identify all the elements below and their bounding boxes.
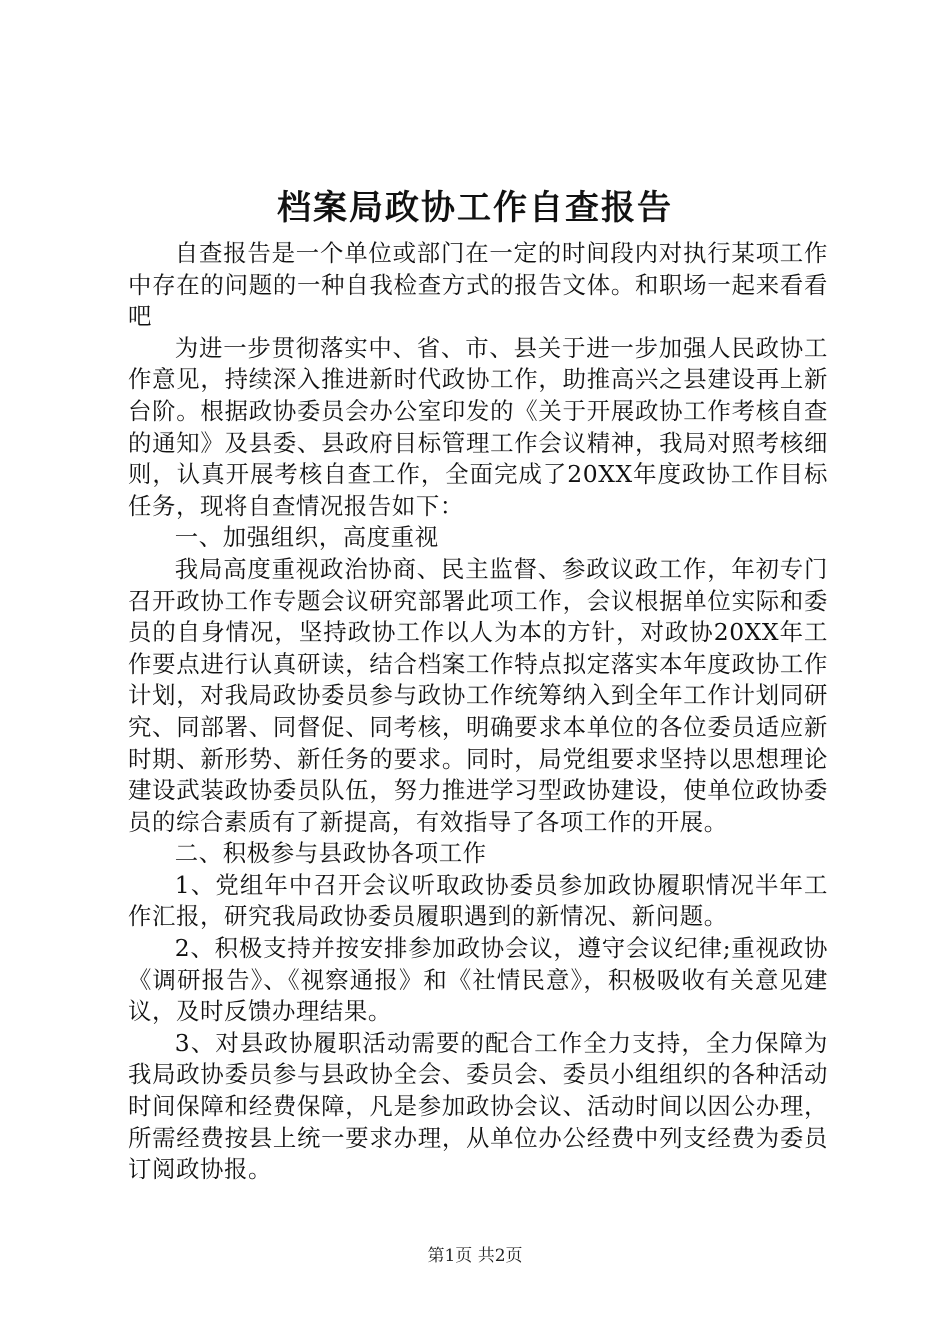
page-footer: 第1页 共2页 (427, 1246, 523, 1266)
section-2-item-3: 3、对县政协履职活动需要的配合工作全力支持，全力保障为我局政协委员参与县政协全会、委员会、委员小组组织的各种活动时间保障和经费保障，凡是参加政协会议、活动时间以因公办理，所需经费按县上统一要求办理，从单位办公经费中列支经费为委员订阅政协报。 (128, 1028, 828, 1184)
intro-paragraph: 自查报告是一个单位或部门在一定的时间段内对执行某项工作中存在的问题的一种自我检查方式的报告文体。和职场一起来看看吧 (128, 239, 828, 331)
section-heading-2: 二、积极参与县政协各项工作 (174, 839, 487, 868)
section-heading-1: 一、加强组织，高度重视 (174, 523, 439, 552)
document-title: 档案局政协工作自查报告 (277, 188, 673, 228)
document-body (128, 238, 828, 1186)
background-paragraph: 为进一步贯彻落实中、省、市、县关于进一步加强人民政协工作意见，持续深入推进新时代政协工作，助推高兴之县建设再上新台阶。根据政协委员会办公室印发的《关于开展政协工作考核自查的通知》及县委、县政府目标管理工作会议精神，我局对照考核细则，认真开展考核自查工作，全面完成了20XX年度政协工作目标任务，现将自查情况报告如下： (128, 333, 828, 520)
section-2-item-1: 1、党组年中召开会议听取政协委员参加政协履职情况半年工作汇报，研究我局政协委员履职遇到的新情况、新问题。 (128, 870, 828, 931)
section-1-paragraph: 我局高度重视政治协商、民主监督、参政议政工作，年初专门召开政协工作专题会议研究部署此项工作，会议根据单位实际和委员的自身情况，坚持政协工作以人为本的方针，对政协20XX年工作要点进行认真研读，结合档案工作特点拟定落实本年度政协工作计划，对我局政协委员参与政协工作统筹纳入到全年工作计划同研究、同部署、同督促、同考核，明确要求本单位的各位委员适应新时期、新形势、新任务的要求。同时，局党组要求坚持以思想理论建设武装政协委员队伍，努力推进学习型政协建设，使单位政协委员的综合素质有了新提高，有效指导了各项工作的开展。 (128, 554, 828, 836)
section-2-item-2: 2、积极支持并按安排参加政协会议，遵守会议纪律;重视政协《调研报告》、《视察通报》和《社情民意》，积极吸收有关意见建议，及时反馈办理结果。 (128, 934, 828, 1026)
